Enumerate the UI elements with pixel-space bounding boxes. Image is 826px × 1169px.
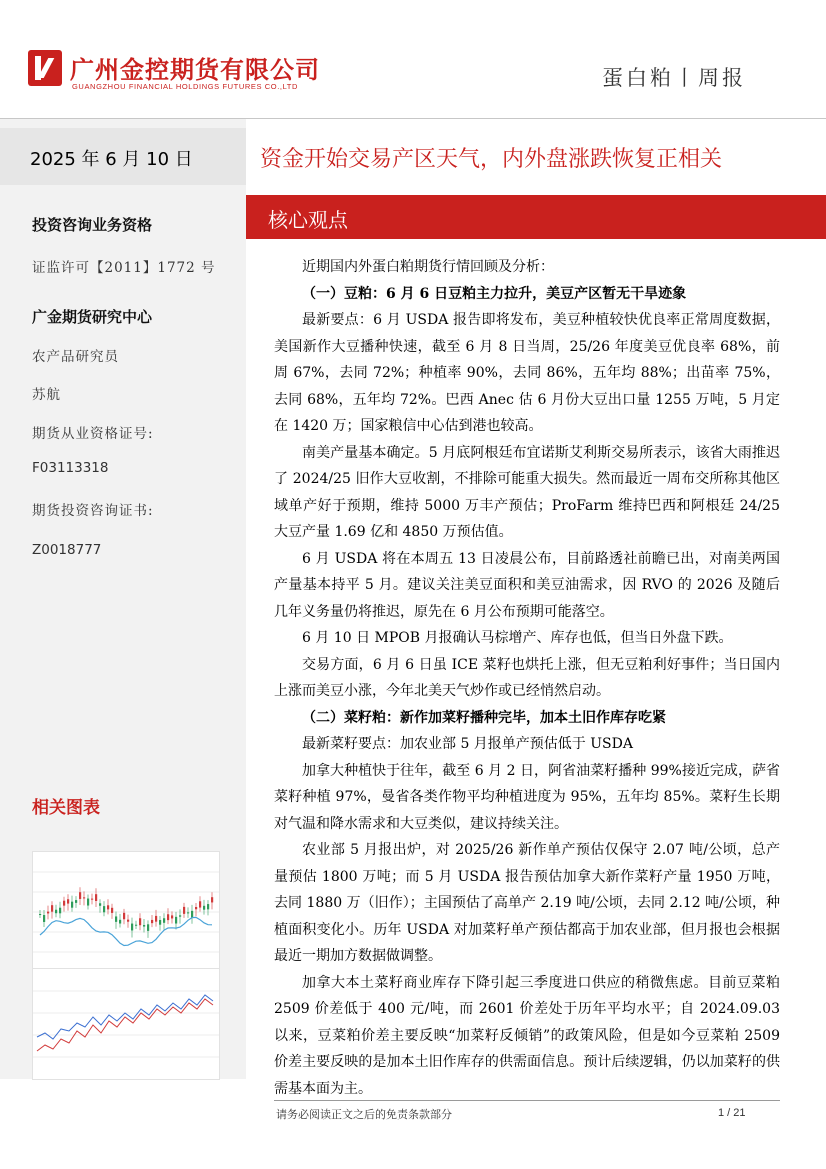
qualification-label: 投资咨询业务资格 bbox=[32, 216, 153, 234]
candle-body bbox=[183, 907, 185, 914]
candle-body bbox=[175, 917, 177, 924]
candle-body bbox=[163, 918, 165, 923]
candle-body bbox=[87, 899, 89, 906]
line-chart-image bbox=[33, 969, 219, 1079]
research-center: 广金期货研究中心 bbox=[32, 308, 153, 326]
paragraph: 最新要点：6 月 USDA 报告即将发布，美豆种植较快优良率正常周度数据，美国新作大豆播种快速，截至 6 月 8 日当周，25/26 年度美豆优良率 68%，前周 67%，去同 72%；种植率 90%，去同 86%，五年均 88%；出苗率 75%，去同 68%，五年均 72%。巴西 Anec 估 6 月份大豆出口量 1255 万吨，5 月定在 1420 万；国家粮信中心估到港也较高。 bbox=[274, 312, 780, 434]
candle-body bbox=[179, 915, 181, 916]
candle-body bbox=[119, 920, 121, 924]
candle-body bbox=[95, 894, 97, 901]
candle-body bbox=[59, 908, 61, 914]
overlay-line bbox=[40, 917, 212, 945]
department: 农产品研究员 bbox=[32, 349, 119, 365]
candle-body bbox=[207, 904, 209, 909]
candle-body bbox=[103, 906, 105, 912]
candle-body bbox=[155, 916, 157, 922]
futures-cert-label: 期货从业资格证号: bbox=[32, 426, 154, 442]
candle-body bbox=[127, 920, 129, 922]
report-type: 蛋白粕丨周报 bbox=[602, 66, 746, 90]
license-number: 证监许可【2011】1772 号 bbox=[32, 260, 216, 276]
footer-divider bbox=[274, 1100, 780, 1101]
company-name-en: GUANGZHOU FINANCIAL HOLDINGS FUTURES CO.,LTD bbox=[72, 82, 298, 91]
candle-body bbox=[131, 924, 133, 931]
candle-body bbox=[115, 916, 117, 921]
candle-body bbox=[135, 925, 137, 926]
candle-body bbox=[107, 905, 109, 909]
candle-body bbox=[75, 900, 77, 903]
candle-body bbox=[211, 897, 213, 902]
analyst-name: 苏航 bbox=[32, 387, 61, 403]
related-charts-title: 相关图表 bbox=[32, 798, 100, 818]
consult-cert-label: 期货投资咨询证书: bbox=[32, 503, 154, 519]
paragraph: 加拿大种植快于往年，截至 6 月 2 日，阿省油菜籽播种 99%接近完成，萨省菜籽种植 97%，曼省各类作物平均种植进度为 95%，五年均 85%。菜籽生长期对气温和降水需求和大豆类似，建议持续关注。 bbox=[274, 762, 780, 832]
candle-body bbox=[55, 910, 57, 913]
candle-body bbox=[187, 912, 189, 913]
candle-body bbox=[79, 892, 81, 899]
paragraph: 加拿大本土菜籽商业库存下降引起三季度进口供应的稍微焦虑。目前豆菜粕 2509 价差低于 400 元/吨，而 2601 价差处于历年平均水平；自 2024.09.03 以来，豆菜粕价差主要反映“加菜籽反倾销”的政策风险，但是如今豆菜粕 2509 价差主要反映的是加本土旧作库存的供需面信息。预计后续逻辑，仍以加菜籽的供需基本面为主。 bbox=[274, 974, 780, 1097]
candlestick-chart-image bbox=[33, 852, 219, 970]
candle-body bbox=[99, 903, 101, 906]
candle-body bbox=[51, 905, 53, 911]
company-logo-icon bbox=[28, 50, 62, 86]
paragraph: 南美产量基本确定。5 月底阿根廷布宜诺斯艾利斯交易所表示，该省大雨推迟了 2024/25 旧作大豆收割，不排除可能重大损失。然而最近一周布交所称其他区域单产好于预期，维持 5000 万丰产预估；ProFarm 维持巴西和阿根廷 24/25 大豆产量 1.69 亿和 4850 万预估值。 bbox=[274, 444, 780, 540]
consult-cert-number: Z0018777 bbox=[32, 542, 102, 558]
candle-body bbox=[83, 897, 85, 898]
report-title: 资金开始交易产区天气，内外盘涨跌恢复正相关 bbox=[260, 147, 723, 172]
core-view-body bbox=[274, 254, 780, 1102]
candle-body bbox=[111, 908, 113, 913]
candle-body bbox=[195, 907, 197, 909]
candle-body bbox=[123, 913, 125, 919]
candle-body bbox=[147, 924, 149, 931]
candle-body bbox=[139, 918, 141, 925]
candle-body bbox=[47, 912, 49, 914]
related-chart-candlestick[interactable] bbox=[32, 851, 220, 971]
paragraph: 最新菜籽要点：加农业部 5 月报单产预估低于 USDA bbox=[302, 736, 633, 752]
candle-body bbox=[199, 901, 201, 907]
candle-body bbox=[91, 899, 93, 900]
subheading-rapeseed-meal: （二）菜籽粕：新作加菜籽播种完毕，加本土旧作库存吃紧 bbox=[302, 709, 666, 726]
report-date: 2025 年 6 月 10 日 bbox=[30, 149, 193, 170]
candle-body bbox=[39, 914, 41, 915]
section-title: 核心观点 bbox=[268, 208, 348, 232]
candle-body bbox=[151, 920, 153, 923]
candle-body bbox=[43, 915, 45, 922]
subheading-soymeal: （一）豆粕：6 月 6 日豆粕主力拉升，美豆产区暂无干旱迹象 bbox=[302, 285, 687, 302]
company-name-cn: 广州金控期货有限公司 bbox=[70, 56, 320, 84]
disclaimer-note: 请务必阅读正文之后的免责条款部分 bbox=[276, 1108, 452, 1121]
candle-body bbox=[159, 920, 161, 925]
candle-body bbox=[191, 911, 193, 918]
candle-body bbox=[203, 906, 205, 910]
candle-body bbox=[71, 902, 73, 908]
candle-body bbox=[63, 901, 65, 906]
candle-body bbox=[67, 899, 69, 903]
candle-body bbox=[167, 914, 169, 920]
futures-cert-number: F03113318 bbox=[32, 460, 109, 476]
candle-body bbox=[143, 925, 145, 927]
related-chart-line[interactable] bbox=[32, 968, 220, 1080]
paragraph: 交易方面，6 月 6 日虽 ICE 菜籽也烘托上涨，但无豆粕利好事件；当日国内上涨而美豆小涨，今年北美天气炒作或已经悄然启动。 bbox=[274, 656, 780, 699]
paragraph: 农业部 5 月报出炉，对 2025/26 新作单产预估仅保守 2.07 吨/公顷，总产量预估 1800 万吨；而 5 月 USDA 报告预估加拿大新作菜籽产量 1950 万吨，去同 1880 万（旧作）；主国预估了高单产 2.19 吨/公顷，去同 2.12 吨/公顷，种植面积变化小。历年 USDA 对加菜籽单产预估都高于加农业部，但月报也会根据最近一期加方数据做调整。 bbox=[274, 842, 780, 964]
paragraph: 6 月 10 日 MPOB 月报确认马棕增产、库存也低，但当日外盘下跌。 bbox=[302, 630, 733, 646]
paragraph: 近期国内外蛋白粕期货行情回顾及分析： bbox=[302, 259, 554, 275]
candle-body bbox=[171, 915, 173, 918]
page-number: 1 / 21 bbox=[718, 1107, 746, 1119]
paragraph: 6 月 USDA 将在本周五 13 日凌晨公布，目前路透社前瞻已出，对南美两国产量基本持平 5 月。建议关注美豆面积和美豆油需求，因 RVO 的 2026 及随后几年义务量仍将推迟，原先在 6 月公布预期可能落空。 bbox=[274, 550, 780, 620]
